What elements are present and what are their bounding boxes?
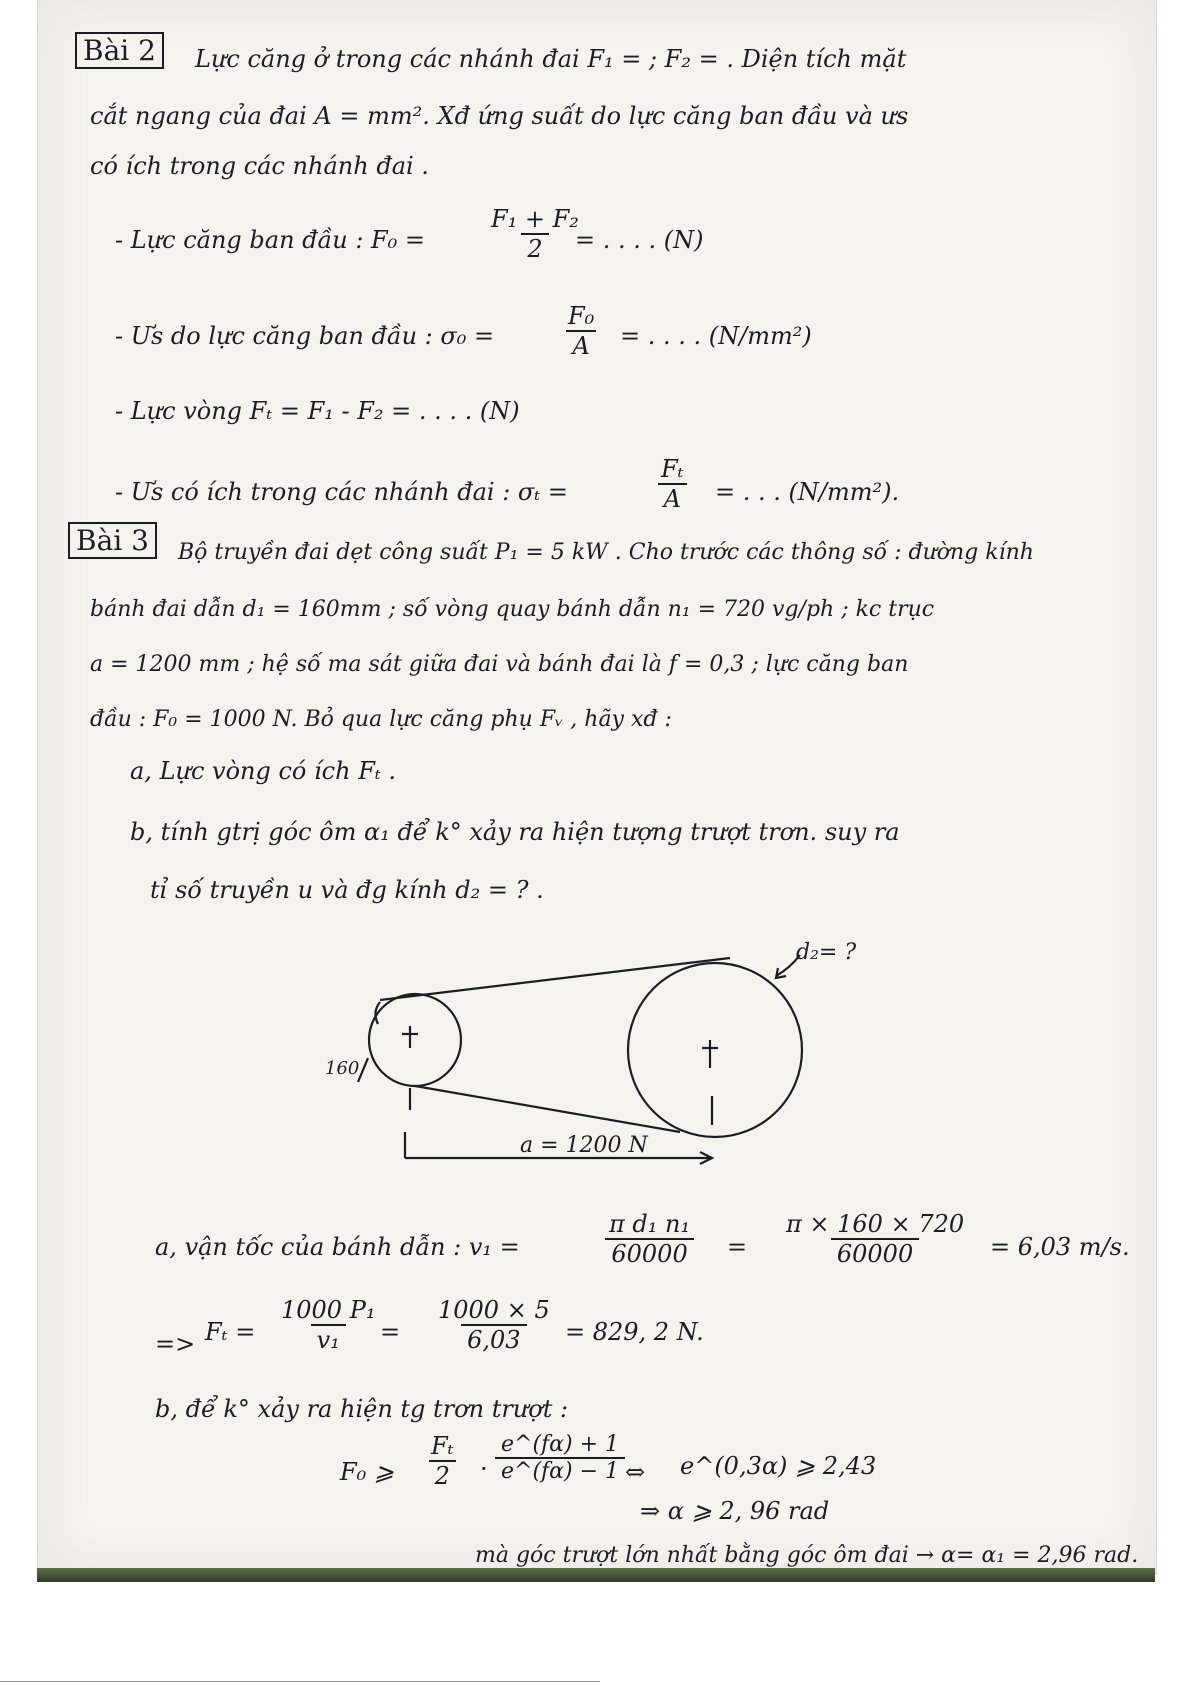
solution-a-denominator2: 60000 <box>831 1238 919 1268</box>
bai2-item2-denominator: A <box>566 330 595 360</box>
bai3-question-b-line2: tỉ số truyền u và đg kính d₂ = ? . <box>150 876 544 904</box>
solution-b-equiv: ⇔ <box>625 1458 646 1486</box>
solution-b-fraction1 <box>425 1432 460 1490</box>
d1-leader-line <box>358 1058 368 1082</box>
bai3-question-b-line1: b, tính gtrị góc ôm α₁ để k° xảy ra hiện tượng trượt trơn. suy ra <box>130 818 900 846</box>
solution-a-fraction1 <box>603 1210 696 1268</box>
footer-rule <box>0 1681 600 1682</box>
solution-b-label: b, để k° xảy ra hiện tg trơn trượt : <box>155 1395 569 1423</box>
solution-ft-result: = 829, 2 N. <box>565 1318 704 1346</box>
bai2-intro-line3: có ích trong các nhánh đai . <box>90 152 429 180</box>
solution-b-fraction2 <box>495 1432 625 1484</box>
diagram-label-a: a = 1200 N <box>520 1133 648 1158</box>
bai2-item1-tail: = . . . . (N) <box>575 226 704 254</box>
solution-b-alpha: ⇒ α ⩾ 2, 96 rad <box>640 1497 830 1525</box>
bai2-item4-tail: = . . . (N/mm²). <box>715 478 900 506</box>
solution-a-equals: = <box>727 1233 748 1261</box>
bai2-item4-numerator: Fₜ <box>661 455 684 483</box>
bai3-line4: đầu : F₀ = 1000 N. Bỏ qua lực căng phụ Fᵥ , hãy xđ : <box>90 707 672 732</box>
solution-b-fraction1-den: 2 <box>429 1460 456 1490</box>
solution-b-rhs: e^(0,3α) ⩾ 2,43 <box>680 1452 877 1480</box>
bai2-title: Bài 2 <box>75 32 164 69</box>
solution-ft-label: Fₜ = <box>205 1318 256 1346</box>
solution-ft-numerator1: 1000 P₁ <box>281 1296 376 1324</box>
solution-ft-denominator1: v₁ <box>311 1324 346 1354</box>
solution-a-numerator2: π × 160 × 720 <box>786 1210 965 1238</box>
bai3-line3: a = 1200 mm ; hệ số ma sát giữa đai và bánh đai là f = 0,3 ; lực căng ban <box>90 652 909 677</box>
bai2-item2-tail: = . . . . (N/mm²) <box>620 322 812 350</box>
bai2-item1-text: - Lực căng ban đầu : F₀ = <box>115 226 426 254</box>
solution-a-fraction2 <box>780 1210 970 1268</box>
bai2-item1-denominator: 2 <box>521 233 548 263</box>
solution-a-result: = 6,03 m/s. <box>990 1233 1130 1261</box>
driven-pulley <box>628 963 802 1137</box>
solution-b-fraction2-den: e^(fα) − 1 <box>495 1457 625 1484</box>
solution-b-fraction1-num: Fₜ <box>431 1432 454 1460</box>
solution-ft-numerator2: 1000 × 5 <box>438 1296 550 1324</box>
solution-ft-equals: = <box>380 1318 401 1346</box>
belt-top-span <box>380 958 730 1000</box>
bai2-item2-numerator: F₀ <box>568 302 595 330</box>
solution-a-denominator1: 60000 <box>605 1238 693 1268</box>
bai3-line2: bánh đai dẫn d₁ = 160mm ; số vòng quay bánh dẫn n₁ = 720 vg/ph ; kc trục <box>90 597 935 622</box>
bai2-item4-denominator: A <box>658 483 687 513</box>
bai3-question-a: a, Lực vòng có ích Fₜ . <box>130 757 397 785</box>
bai2-intro-line1: Lực căng ở trong các nhánh đai F₁ = ; F₂ = . Diện tích mặt <box>195 45 907 73</box>
bai3-line1: Bộ truyền đai dẹt công suất P₁ = 5 kW . Cho trước các thông số : đường kính <box>178 540 1034 565</box>
solution-b-final: mà góc trượt lớn nhất bằng góc ôm đai → α= α₁ = 2,96 rad. <box>475 1543 1139 1568</box>
bai2-item2-text: - Ưs do lực căng ban đầu : σ₀ = <box>115 322 495 350</box>
solution-ft-arrow: => <box>155 1330 196 1358</box>
solution-b-fraction2-num: e^(fα) + 1 <box>501 1432 620 1457</box>
diagram-label-d2: d₂= ? <box>796 940 857 965</box>
solution-a-label: a, vận tốc của bánh dẫn : v₁ = <box>155 1233 520 1261</box>
bai2-intro-line2: cắt ngang của đai A = mm². Xđ ứng suất do lực căng ban đầu và ưs <box>90 102 909 130</box>
solution-ft-fraction1 <box>275 1296 381 1354</box>
solution-b-lhs: F₀ ⩾ <box>340 1458 395 1486</box>
bai2-item3-text: - Lực vòng Fₜ = F₁ - F₂ = . . . . (N) <box>115 397 520 425</box>
driver-pulley <box>369 994 461 1086</box>
solution-ft-fraction2 <box>432 1296 556 1354</box>
solution-ft-denominator2: 6,03 <box>461 1324 526 1354</box>
solution-a-numerator1: π d₁ n₁ <box>609 1210 691 1238</box>
bai3-title: Bài 3 <box>68 522 157 559</box>
solution-b-dot: · <box>480 1455 488 1483</box>
diagram-label-d1: 160 <box>325 1058 360 1079</box>
bai2-item1-numerator: F₁ + F₂ <box>491 205 579 233</box>
bai2-item4-text: - Ưs có ích trong các nhánh đai : σₜ = <box>115 478 568 506</box>
